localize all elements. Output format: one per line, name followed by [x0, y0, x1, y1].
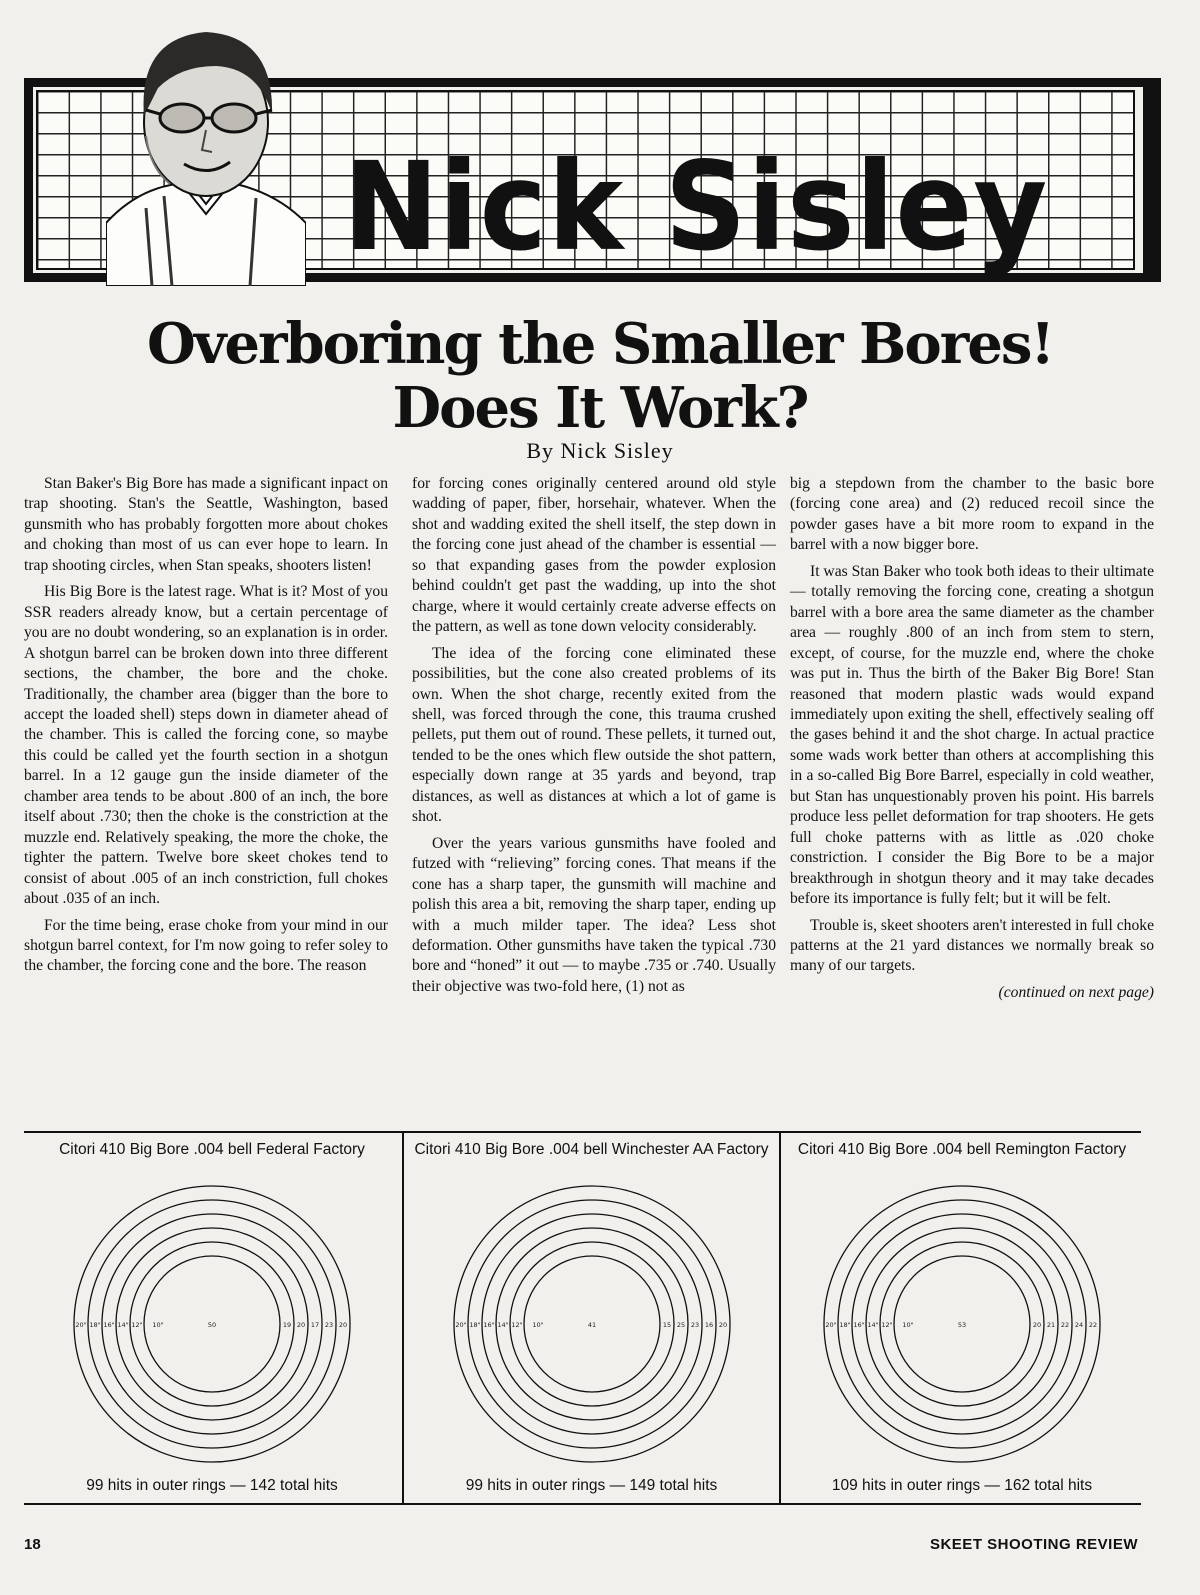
paragraph: The idea of the forcing cone eliminated these possibilities, but the cone also created problems of its own. When the shot charge, recently exited from the shell, was forced through the cone, this trauma crushed pellets, put them out of round. These pellets, it turned out, tended to be the ones which flew outside the shot pattern, especially down range at 35 yards and beyond, trap distances, as well as distances at which a lot of game is shot. [412, 644, 776, 826]
panel-title: Citori 410 Big Bore .004 bell Federal Factory [59, 1141, 365, 1158]
center-hit-count: 41 [587, 1321, 596, 1329]
column-3 [790, 474, 1154, 1009]
target-diagram [71, 1183, 353, 1465]
ring-label: 14" [496, 1321, 509, 1329]
ring-label: 10" [902, 1321, 914, 1329]
paragraph: Over the years various gunsmiths have fooled and futzed with “relieving” forcing cones. That means if the cone has a sharp taper, the gunsmith will machine and polish this area a bit, removing the sharp taper, ending up with a much milder taper. The idea? Less shot deformation. Other gunsmiths have taken the typical .730 bore and “honed” it out — to maybe .735 or .740. Usually their objective was two-fold here, (1) not as [412, 834, 776, 995]
pattern-panels [24, 1131, 1141, 1505]
ring-hit-count: 22 [1060, 1321, 1070, 1329]
pattern-panel-winchester [402, 1133, 779, 1503]
byline: By Nick Sisley [526, 438, 674, 463]
ring-label: 12" [881, 1321, 893, 1329]
page-number: 18 [24, 1536, 41, 1553]
paragraph: Stan Baker's Big Bore has made a significant inpact on trap shooting. Stan's the Seattle, Washington, based gunsmith who has probably forgotten more about chokes and choking than most of us can ever hope to learn. In trap shooting circles, when Stan speaks, shooters listen! [24, 475, 388, 574]
magazine-title: SKEET SHOOTING REVIEW [929, 1536, 1138, 1553]
panel-hit-summary: 109 hits in outer rings — 162 total hits [831, 1477, 1093, 1494]
ring-label: 18" [839, 1321, 851, 1329]
headline-line-1: Overboring the Smaller Bores! [147, 311, 1053, 377]
ring-label: 20" [825, 1321, 837, 1329]
ring-hit-count: 17 [310, 1321, 320, 1329]
paragraph: Trouble is, skeet shooters aren't interested in full choke patterns at the 21 yard distances we normally break so many of our targets. [790, 916, 1154, 975]
center-hit-count: 53 [957, 1321, 967, 1329]
ring-hit-count: 21 [1046, 1321, 1056, 1329]
ring-hit-count: 15 [662, 1321, 671, 1329]
ring-hit-count: 23 [690, 1321, 699, 1329]
banner-author-name: Nick Sisley [343, 136, 1049, 278]
paragraph: It was Stan Baker who took both ideas to their ultimate — totally removing the forcing cone, creating a shotgun barrel with a bore area the same diameter as the chamber area — roughly .800 of an inch from stem to stern, except, of course, for the muzzle end, where the choke was put in. Thus the birth of the Baker Big Bore! Stan reasoned that modern plastic wads would expand immediately upon exiting the shell, effectively sealing off the gases behind it and the shot charge. In actual practice some wads work better than others at accomplishing this in a so-called Big Bore Barrel, especially in cold weather, but Stan has unquestionably proven his point. His barrels produce less pellet deformation for trap shooters. He gets full choke patterns with as little as .020 choke constriction. I consider the Big Bore to be a major breakthrough in shotgun theory and it may take decades before its importance is fully felt; but it will be felt. [790, 562, 1154, 908]
panel-hit-summary: 99 hits in outer rings — 142 total hits [86, 1477, 338, 1494]
paragraph: for forcing cones originally centered around old style wadding of paper, fiber, horsehair, whatever. When the shot and wadding exited the shell itself, the step down in the forcing cone just ahead of the chamber is essential — so that expanding gases from the powder explosion behind couldn't get past the wadding, up into the shot charge, where it would certainly create adverse effects on the pattern, as well as tone down velocity considerably. [412, 475, 776, 636]
ring-label: 20" [454, 1321, 467, 1329]
paragraph: His Big Bore is the latest rage. What is it? Most of you SSR readers already know, but a certain percentage of you are no doubt wondering, so an explanation is in order. A shotgun barrel can be broken down into three different sections, the chamber, the bore and the choke. Traditionally, the chamber area (bigger than the bore to accept the loaded shell) steps down in diameter ahead of the chamber. This is called the forcing cone, so maybe this could be called yet the fourth section in a shotgun barrel. In a 12 gauge gun the inside diameter of the chamber area tends to be about .800 of an inch, the bore itself about .730; then the choke is the constriction at the muzzle end. Relatively speaking, the more the choke, the tighter the pattern. Twelve bore skeet chokes tend to consist of about .005 of an inch constriction, full chokes about .035 of an inch. [24, 583, 388, 908]
ring-label: 18" [89, 1321, 101, 1329]
ring-label: 10" [531, 1321, 544, 1329]
target-diagram [451, 1183, 733, 1465]
ring-label: 14" [867, 1321, 879, 1329]
ring-label: 16" [103, 1321, 115, 1329]
target-diagram [821, 1183, 1103, 1465]
headline-line-2: Does It Work? [392, 375, 808, 441]
continued-note: (continued on next page) [998, 983, 1154, 1001]
ring-label: 18" [468, 1321, 481, 1329]
ring-hit-count: 20 [718, 1321, 727, 1329]
ring-hit-count: 25 [676, 1321, 685, 1329]
panel-title: Citori 410 Big Bore .004 bell Remington Factory [797, 1141, 1127, 1158]
ring-hit-count: 24 [1074, 1321, 1084, 1329]
ring-hit-count: 20 [296, 1321, 306, 1329]
ring-label: 12" [131, 1321, 143, 1329]
author-portrait [106, 18, 306, 286]
ring-hit-count: 20 [338, 1321, 348, 1329]
ring-label: 10" [152, 1321, 164, 1329]
column-1 [24, 474, 388, 983]
ring-hit-count: 20 [1032, 1321, 1042, 1329]
title-banner [24, 78, 1161, 282]
ring-label: 14" [117, 1321, 129, 1329]
panel-hit-summary: 99 hits in outer rings — 149 total hits [465, 1477, 718, 1494]
ring-hit-count: 22 [1088, 1321, 1098, 1329]
ring-label: 16" [853, 1321, 865, 1329]
ring-label: 12" [510, 1321, 523, 1329]
ring-label: 20" [75, 1321, 87, 1329]
ring-hit-count: 19 [282, 1321, 292, 1329]
panel-title: Citori 410 Big Bore .004 bell Winchester AA Factory [414, 1141, 769, 1158]
column-2 [412, 474, 776, 1003]
center-hit-count: 50 [207, 1321, 217, 1329]
paragraph: For the time being, erase choke from your mind in our shotgun barrel context, for I'm now going to refer soley to the chamber, the forcing cone and the bore. The reason [24, 916, 388, 975]
pattern-panel-federal [24, 1133, 400, 1503]
ring-hit-count: 16 [704, 1321, 713, 1329]
ring-hit-count: 23 [324, 1321, 334, 1329]
paragraph: big a stepdown from the chamber to the basic bore (forcing cone area) and (2) reduced recoil since the powder gases have a bit more room to expand in the barrel with a now bigger bore. [790, 475, 1154, 554]
pattern-panel-remington [779, 1133, 1143, 1503]
ring-label: 16" [482, 1321, 495, 1329]
